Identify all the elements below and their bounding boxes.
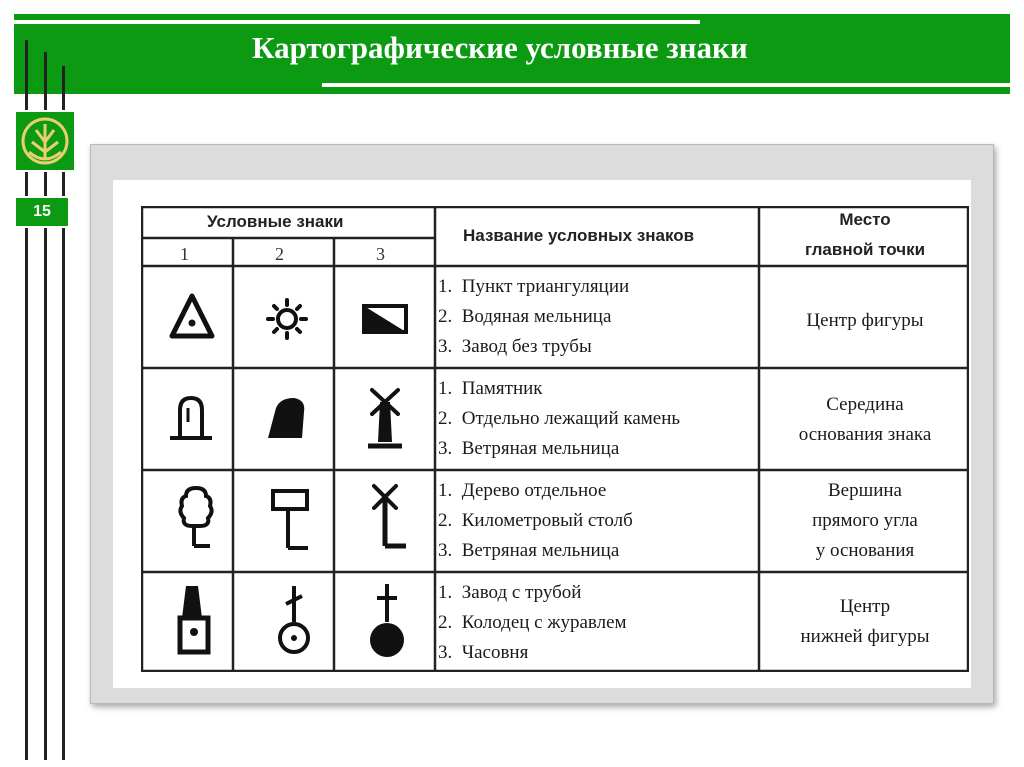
symbol-name: Водяная мельница xyxy=(461,306,612,327)
list-item: 1. Памятник xyxy=(438,378,543,399)
list-item: 3. Завод без трубы xyxy=(438,336,592,357)
list-item: 2. Водяная мельница xyxy=(438,306,612,327)
main-point-place: у основания xyxy=(815,540,915,561)
symbol-name: Километровый столб xyxy=(461,510,633,531)
separate-stone-icon xyxy=(262,392,312,444)
main-point-place: нижней фигуры xyxy=(800,626,930,647)
main-point-place: Центр xyxy=(839,596,891,617)
chapel-icon xyxy=(364,580,410,664)
list-item: 1. Дерево отдельное xyxy=(438,480,607,501)
header-place-line2: главной точки xyxy=(804,240,926,259)
single-tree-icon xyxy=(174,482,218,554)
list-item: 2. Колодец с журавлем xyxy=(438,612,627,633)
water-mill-icon xyxy=(264,296,310,342)
windmill-icon xyxy=(362,384,408,454)
header-divider-top xyxy=(14,20,700,24)
symbol-name: Отдельно лежащий камень xyxy=(461,408,681,429)
main-point-place: Вершина xyxy=(827,480,902,501)
column-number: 3 xyxy=(376,244,385,264)
main-point-place: Центр фигуры xyxy=(806,310,924,331)
symbol-name: Дерево отдельное xyxy=(461,480,607,501)
column-number: 2 xyxy=(275,244,284,264)
symbol-name: Завод с трубой xyxy=(461,582,582,603)
factory-no-chimney-icon xyxy=(360,302,410,336)
header-names: Название условных знаков xyxy=(463,226,695,245)
main-point-place: основания знака xyxy=(798,424,932,445)
logo xyxy=(14,110,76,172)
symbol-name: Ветряная мельница xyxy=(461,540,620,561)
list-item: 3. Ветряная мельница xyxy=(438,540,620,561)
header-divider-bottom xyxy=(322,83,1010,87)
list-item: 3. Часовня xyxy=(438,642,529,663)
symbol-name: Ветряная мельница xyxy=(461,438,620,459)
kilometer-post-icon xyxy=(268,486,314,554)
header-place-line1: Место xyxy=(839,210,891,229)
triangulation-point-icon xyxy=(166,290,218,342)
monument-icon xyxy=(166,392,216,448)
factory-chimney-icon xyxy=(170,582,216,662)
page-number-badge: 15 xyxy=(14,196,70,228)
list-item: 2. Километровый столб xyxy=(438,510,633,531)
well-crane-icon xyxy=(270,582,316,662)
symbol-name: Памятник xyxy=(461,378,543,399)
windmill-corner-icon xyxy=(366,480,412,554)
list-item: 3. Ветряная мельница xyxy=(438,438,620,459)
header-symbols: Условные знаки xyxy=(207,212,344,231)
symbol-name: Часовня xyxy=(461,642,529,663)
symbol-name: Пункт триангуляции xyxy=(461,276,630,297)
symbol-name: Завод без трубы xyxy=(461,336,592,357)
emblem-logo-icon xyxy=(16,112,74,170)
list-item: 1. Пункт триангуляции xyxy=(438,276,630,297)
symbol-name: Колодец с журавлем xyxy=(461,612,627,633)
main-point-place: прямого угла xyxy=(812,510,918,531)
list-item: 2. Отдельно лежащий камень xyxy=(438,408,681,429)
list-item: 1. Завод с трубой xyxy=(438,582,582,603)
main-point-place: Середина xyxy=(826,394,904,415)
page-title: Картографические условные знаки xyxy=(252,30,748,65)
column-number: 1 xyxy=(180,244,189,264)
